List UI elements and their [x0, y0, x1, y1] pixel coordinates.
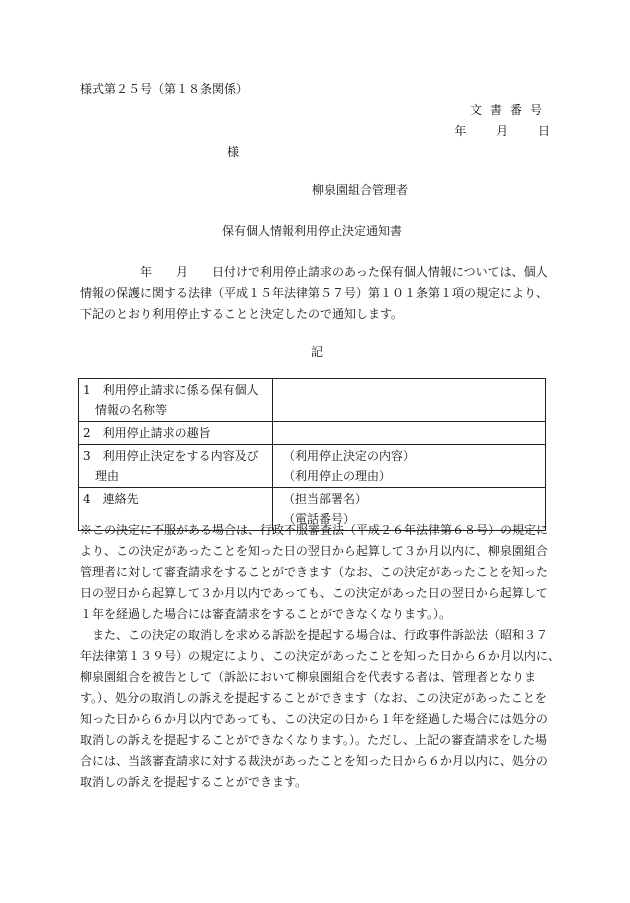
document-number-label: 文書番号 — [469, 103, 550, 117]
info-table — [78, 378, 546, 531]
row-value-line: （担当部署名） — [283, 492, 368, 506]
notes-line: す。）、処分の取消しの訴えを提起することができます（なお、この決定があったことを — [80, 691, 547, 705]
notes-line: 取消しの訴えを提起することができなくなります。）。ただし、上記の審査請求をした場 — [80, 733, 548, 747]
row-value — [273, 422, 546, 445]
document-title: 保有個人情報利用停止決定通知書 — [222, 224, 403, 238]
table-row — [79, 422, 546, 445]
notes-line: 年法律第１３９号）の規定により、この決定があったことを知った日から６か月以内に、 — [80, 649, 560, 663]
notes-section — [80, 520, 560, 793]
notes-line: 管理者に対して審査請求をすることができます（なお、この決定があったことを知った — [80, 565, 548, 579]
row-label — [79, 422, 273, 445]
row-label-line: 4 連絡先 — [83, 492, 139, 506]
row-value-line: （利用停止決定の内容） — [283, 449, 416, 463]
notes-line: 柳泉園組合を被告として（訴訟において柳泉園組合を代表する者は、管理者となりま — [80, 670, 537, 684]
row-label — [79, 379, 273, 422]
notes-line: １年を経過した場合には審査請求をすることができなくなります。）。 — [80, 607, 452, 621]
notes-line: より、この決定があったことを知った日の翌日から起算して３か月以内に、柳泉園組合 — [80, 544, 548, 558]
row-label-line: 3 利用停止決定をする内容及び — [83, 449, 259, 463]
addressee-suffix: 様 — [227, 145, 240, 159]
form-number: 様式第２５号（第１８条関係） — [80, 82, 249, 96]
body-paragraph — [80, 262, 552, 325]
row-label-line: 情報の名称等 — [83, 403, 168, 417]
notes-line: 合には、当該審査請求に対する裁決があったことを知った日から６か月以内に、処分の — [80, 754, 548, 768]
ki-heading: 記 — [311, 345, 324, 359]
notes-line: 日の翌日から起算して３か月以内であっても、この決定があった日の翌日から起算して — [80, 586, 548, 600]
row-value — [273, 445, 546, 488]
row-value-line: （利用停止の理由） — [283, 469, 392, 483]
sender-name: 柳泉園組合管理者 — [312, 183, 409, 197]
row-label-line: 理由 — [83, 469, 120, 483]
row-label — [79, 445, 273, 488]
body-line: 情報の保護に関する法律（平成１５年法律第５７号）第１０１条第１項の規定により、 — [80, 286, 549, 300]
table-row — [79, 379, 546, 422]
date-label: 年 月 日 — [454, 124, 550, 138]
body-line: 年 月 日付けで利用停止請求のあった保有個人情報については、個人 — [80, 265, 548, 279]
row-value-line: （電話番号） — [283, 512, 356, 526]
row-label-line: 2 利用停止請求の趣旨 — [83, 426, 211, 440]
table-row — [79, 445, 546, 488]
notes-line: ※この決定に不服がある場合は、行政不服審査法（平成２６年法律第６８号）の規定に — [80, 523, 549, 537]
row-label-line: 1 利用停止請求に係る保有個人 — [83, 383, 259, 397]
body-line: 下記のとおり利用停止することと決定したので通知します。 — [80, 307, 404, 321]
notes-line: 取消しの訴えを提起することができます。 — [80, 775, 308, 789]
notes-line: また、この決定の取消しを求める訴訟を提起する場合は、行政事件訴訟法（昭和３７ — [80, 628, 549, 642]
notes-line: 知った日から６か月以内であっても、この決定の日から１年を経過した場合には処分の — [80, 712, 548, 726]
row-value — [273, 379, 546, 422]
